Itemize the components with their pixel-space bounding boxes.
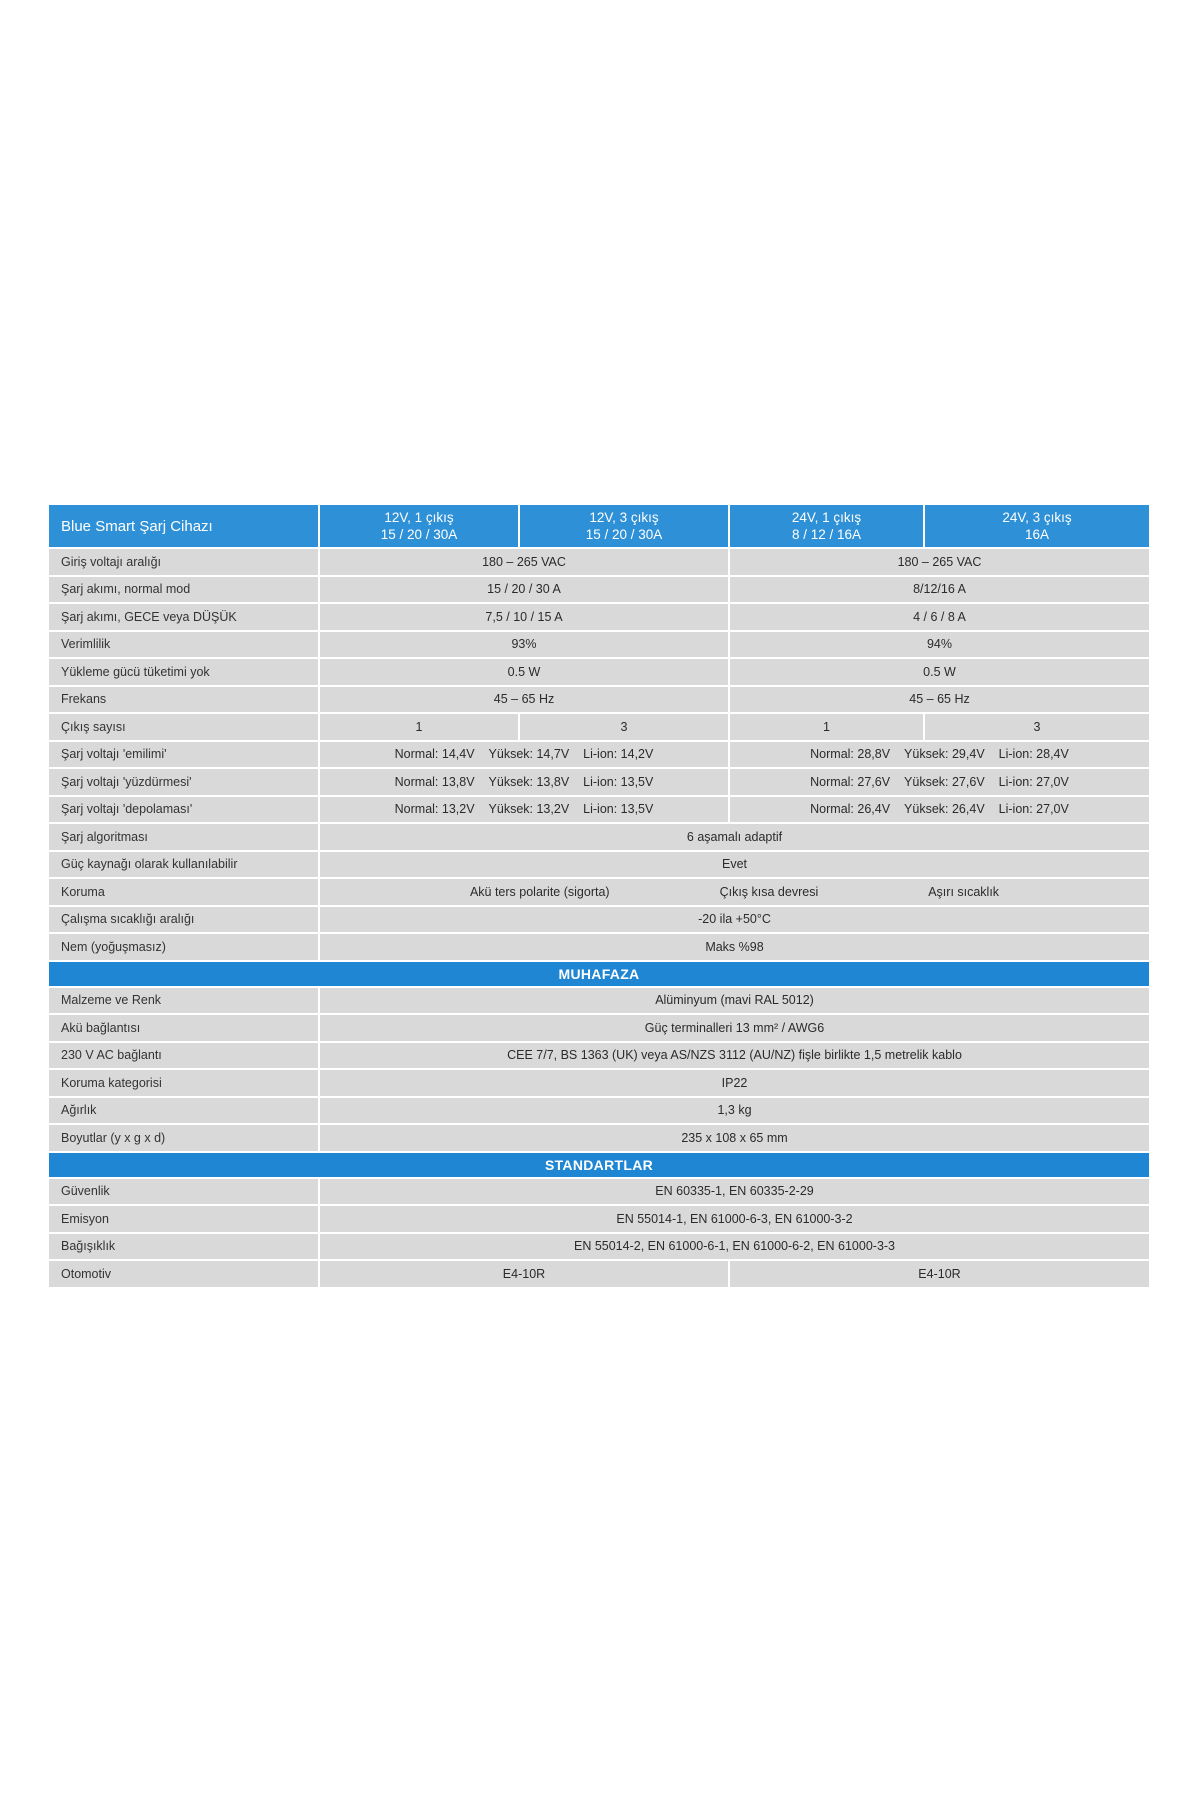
voltage-high: Yüksek: 13,8V — [488, 774, 570, 789]
value-24v — [729, 796, 1150, 824]
protection-item: Akü ters polarite (sigorta) — [469, 884, 610, 899]
row-label: Emisyon — [49, 1205, 319, 1233]
voltage-normal: Normal: 13,8V — [394, 774, 475, 789]
value-all: Alüminyum (mavi RAL 5012) — [319, 987, 1150, 1015]
value-all: Maks %98 — [319, 933, 1150, 961]
voltage-normal: Normal: 27,6V — [810, 774, 891, 789]
value-12v: 15 / 20 / 30 A — [319, 576, 729, 604]
section-header-standards — [49, 1152, 1150, 1178]
voltage-li-ion: Li-ion: 13,5V — [583, 802, 654, 817]
voltage-high: Yüksek: 27,6V — [904, 774, 985, 789]
header-12v-3-output — [519, 505, 729, 548]
value-all: 6 aşamalı adaptif — [319, 823, 1150, 851]
table-row — [49, 741, 1150, 769]
row-label: Boyutlar (y x g x d) — [49, 1124, 319, 1152]
value-12v: 45 – 65 Hz — [319, 686, 729, 714]
row-label: Nem (yoğuşmasız) — [49, 933, 319, 961]
value-12v: 93% — [319, 631, 729, 659]
table-row — [49, 548, 1150, 576]
row-label: Bağışıklık — [49, 1233, 319, 1261]
value-24v — [729, 768, 1150, 796]
voltage-li-ion: Li-ion: 14,2V — [583, 747, 654, 762]
row-label: Güvenlik — [49, 1178, 319, 1206]
table-row — [49, 1205, 1150, 1233]
value-all: Güç terminalleri 13 mm² / AWG6 — [319, 1014, 1150, 1042]
header-line: 8 / 12 / 16A — [791, 527, 862, 542]
header-line: 16A — [1024, 527, 1050, 542]
header-line: 12V, 3 çıkış — [589, 510, 659, 525]
section-title: MUHAFAZA — [49, 961, 1150, 987]
table-row — [49, 1260, 1150, 1288]
row-label: Yükleme gücü tüketimi yok — [49, 658, 319, 686]
row-label: Koruma kategorisi — [49, 1069, 319, 1097]
voltage-normal: Normal: 14,4V — [394, 747, 475, 762]
value-all — [319, 878, 1150, 906]
section-title: STANDARTLAR — [49, 1152, 1150, 1178]
row-label: Giriş voltajı aralığı — [49, 548, 319, 576]
row-label: Şarj voltajı 'emilimi' — [49, 741, 319, 769]
header-line: 24V, 1 çıkış — [791, 510, 862, 525]
table-row — [49, 1124, 1150, 1152]
row-label: Verimlilik — [49, 631, 319, 659]
row-label: Şarj akımı, GECE veya DÜŞÜK — [49, 603, 319, 631]
table-row — [49, 906, 1150, 934]
header-line: 12V, 1 çıkış — [384, 510, 454, 525]
voltage-li-ion: Li-ion: 28,4V — [998, 747, 1069, 762]
value-24v: E4-10R — [729, 1260, 1150, 1288]
value-all: EN 55014-2, EN 61000-6-1, EN 61000-6-2, EN 61000-3-3 — [319, 1233, 1150, 1261]
value-24v: 180 – 265 VAC — [729, 548, 1150, 576]
value-all: EN 60335-1, EN 60335-2-29 — [319, 1178, 1150, 1206]
table-row — [49, 1042, 1150, 1070]
value-24v: 45 – 65 Hz — [729, 686, 1150, 714]
voltage-normal: Normal: 26,4V — [810, 802, 891, 817]
table-row — [49, 576, 1150, 604]
value-24v: 8/12/16 A — [729, 576, 1150, 604]
table-row — [49, 768, 1150, 796]
table-row — [49, 603, 1150, 631]
value-all: 235 x 108 x 65 mm — [319, 1124, 1150, 1152]
value-12v: 0.5 W — [319, 658, 729, 686]
table-row — [49, 1233, 1150, 1261]
header-line: 24V, 3 çıkış — [1002, 510, 1072, 525]
table-row — [49, 796, 1150, 824]
voltage-li-ion: Li-ion: 27,0V — [998, 774, 1069, 789]
table-row — [49, 851, 1150, 879]
value-24v-1: 1 — [729, 713, 924, 741]
value-24v — [729, 741, 1150, 769]
protection-item: Aşırı sıcaklık — [928, 884, 1000, 899]
value-all: IP22 — [319, 1069, 1150, 1097]
value-12v: E4-10R — [319, 1260, 729, 1288]
row-label: Akü bağlantısı — [49, 1014, 319, 1042]
row-label: Malzeme ve Renk — [49, 987, 319, 1015]
row-label: 230 V AC bağlantı — [49, 1042, 319, 1070]
row-label: Ağırlık — [49, 1097, 319, 1125]
voltage-high: Yüksek: 14,7V — [488, 747, 570, 762]
row-label: Şarj voltajı 'yüzdürmesi' — [49, 768, 319, 796]
value-12v-3: 3 — [519, 713, 729, 741]
value-all: CEE 7/7, BS 1363 (UK) veya AS/NZS 3112 (AU/NZ) fişle birlikte 1,5 metrelik kablo — [319, 1042, 1150, 1070]
table-row — [49, 987, 1150, 1015]
table-row — [49, 631, 1150, 659]
row-label: Şarj voltajı 'depolaması' — [49, 796, 319, 824]
spec-table — [49, 505, 1151, 1289]
value-24v: 0.5 W — [729, 658, 1150, 686]
table-header-row — [49, 505, 1150, 548]
table-row — [49, 1069, 1150, 1097]
header-12v-1-output — [319, 505, 519, 548]
header-24v-1-output — [729, 505, 924, 548]
voltage-li-ion: Li-ion: 27,0V — [998, 802, 1069, 817]
table-row — [49, 1097, 1150, 1125]
value-all: EN 55014-1, EN 61000-6-3, EN 61000-3-2 — [319, 1205, 1150, 1233]
table-row — [49, 686, 1150, 714]
table-row — [49, 713, 1150, 741]
row-label: Şarj akımı, normal mod — [49, 576, 319, 604]
voltage-normal: Normal: 13,2V — [394, 802, 475, 817]
voltage-high: Yüksek: 13,2V — [488, 802, 570, 817]
voltage-high: Yüksek: 26,4V — [904, 802, 985, 817]
value-24v: 94% — [729, 631, 1150, 659]
value-24v-3: 3 — [924, 713, 1150, 741]
table-row — [49, 1014, 1150, 1042]
protection-item: Çıkış kısa devresi — [719, 884, 819, 899]
row-label: Koruma — [49, 878, 319, 906]
table-row — [49, 1178, 1150, 1206]
header-24v-3-output — [924, 505, 1150, 548]
value-12v — [319, 741, 729, 769]
voltage-li-ion: Li-ion: 13,5V — [583, 774, 654, 789]
voltage-high: Yüksek: 29,4V — [904, 747, 985, 762]
row-label: Çıkış sayısı — [49, 713, 319, 741]
row-label: Otomotiv — [49, 1260, 319, 1288]
value-12v — [319, 796, 729, 824]
row-label: Şarj algoritması — [49, 823, 319, 851]
header-line: 15 / 20 / 30A — [585, 527, 663, 542]
row-label: Çalışma sıcaklığı aralığı — [49, 906, 319, 934]
value-all: 1,3 kg — [319, 1097, 1150, 1125]
voltage-normal: Normal: 28,8V — [810, 747, 891, 762]
value-12v-1: 1 — [319, 713, 519, 741]
header-line: 15 / 20 / 30A — [380, 527, 458, 542]
section-header-enclosure — [49, 961, 1150, 987]
value-12v: 7,5 / 10 / 15 A — [319, 603, 729, 631]
value-12v: 180 – 265 VAC — [319, 548, 729, 576]
table-title: Blue Smart Şarj Cihazı — [49, 505, 319, 548]
value-all: Evet — [319, 851, 1150, 879]
row-label: Güç kaynağı olarak kullanılabilir — [49, 851, 319, 879]
table-row — [49, 658, 1150, 686]
value-all: -20 ila +50°C — [319, 906, 1150, 934]
row-label: Frekans — [49, 686, 319, 714]
table-row — [49, 878, 1150, 906]
table-row — [49, 823, 1150, 851]
value-12v — [319, 768, 729, 796]
table-row — [49, 933, 1150, 961]
value-24v: 4 / 6 / 8 A — [729, 603, 1150, 631]
